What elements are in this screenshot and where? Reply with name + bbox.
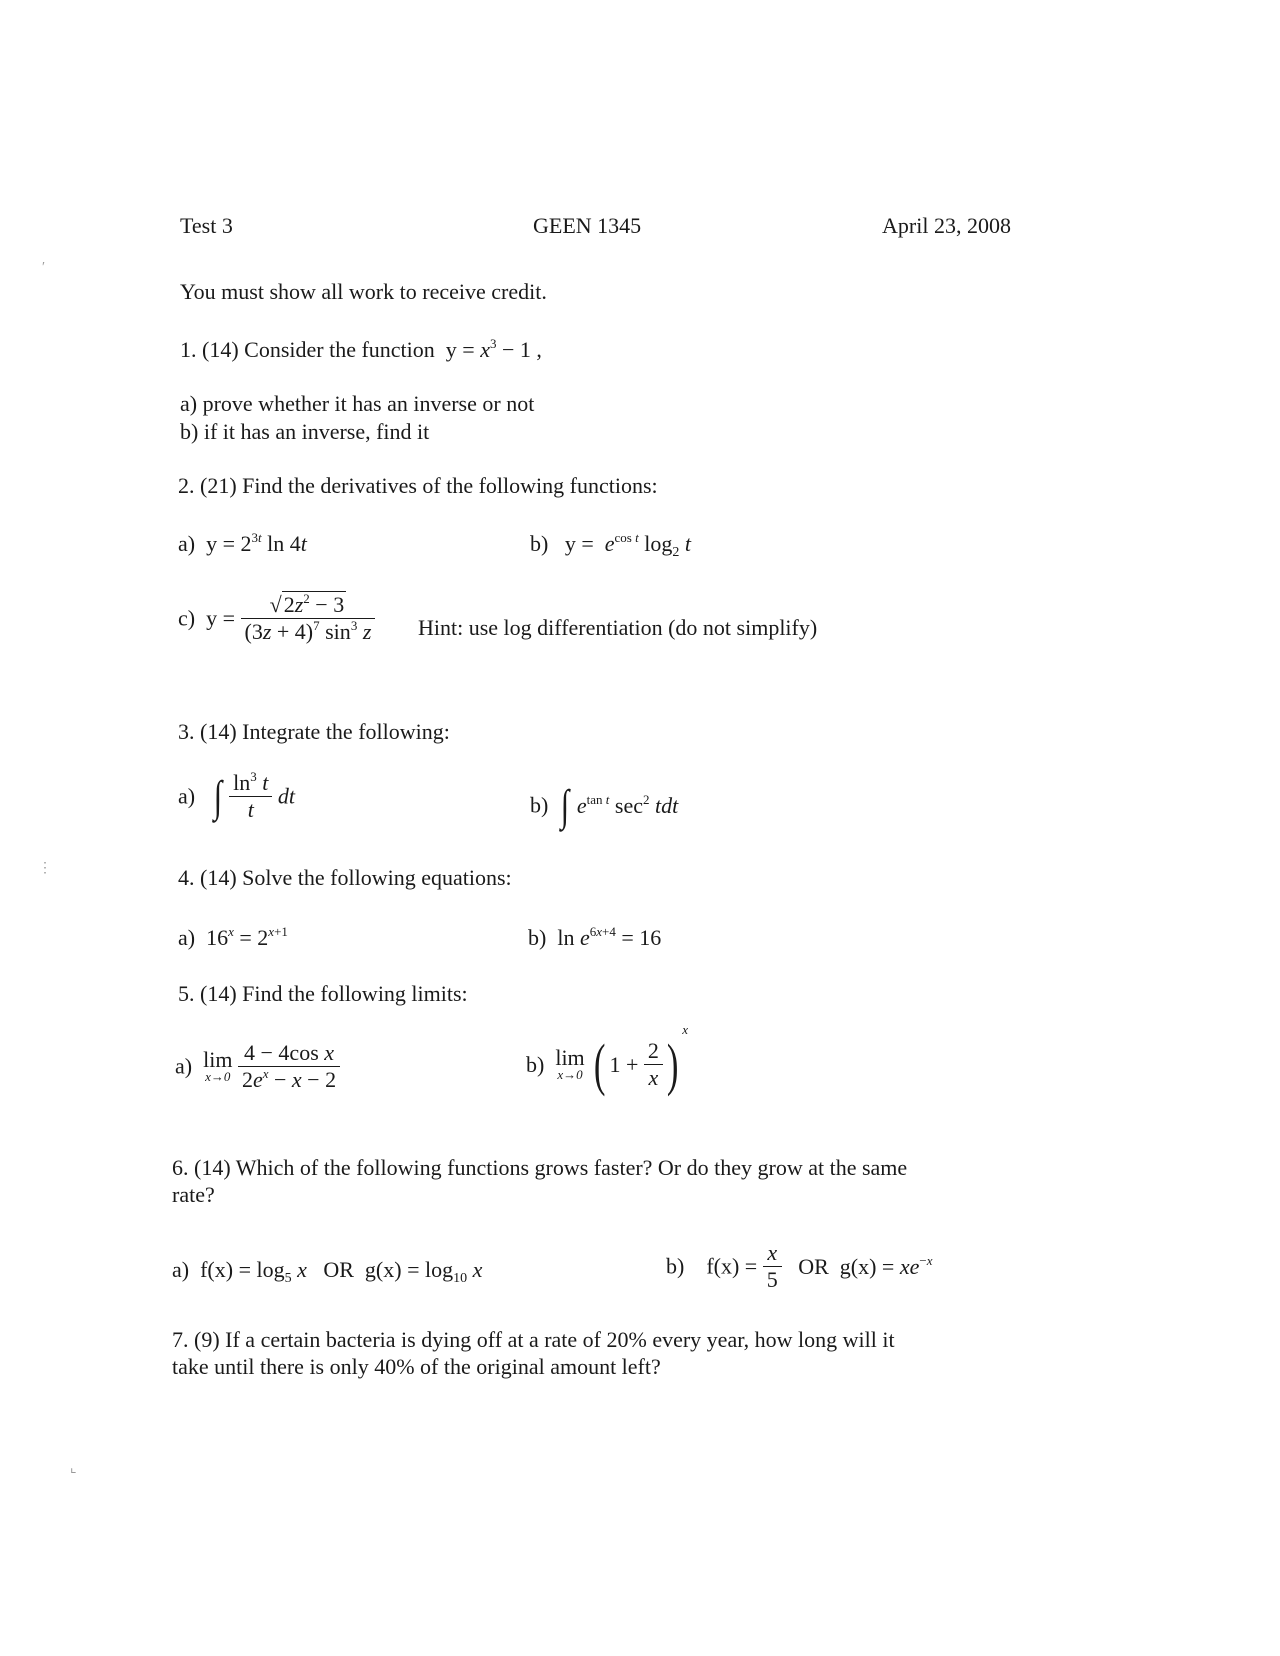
question-2-part-b: b) $y = e^{cos t}$ $\log_2 t$ — [530, 530, 691, 560]
scan-speck: ⌞ — [70, 1461, 77, 1476]
question-4-part-b: b) $\ln e^{6x+4} = 16$ — [528, 924, 662, 950]
question-7-line-1: 7. (9) If a certain bacteria is dying off at a rate of 20% every year, how long will it — [172, 1327, 895, 1352]
instructions: You must show all work to receive credit. — [180, 279, 547, 304]
question-6-part-b: b) f(x) = $\frac{x}{5}$ OR $g(x) = xe^{-x}$ — [666, 1240, 933, 1292]
question-5-part-b: b) lim x→0 ( 1 + $\frac{2}{x}$ )$^x$ — [526, 1022, 689, 1098]
test-number: Test 3 — [180, 213, 233, 238]
exam-date: April 23, 2008 — [882, 213, 1011, 238]
question-2-part-a: a) $y = 2^{3t}$ ln 4t — [178, 530, 307, 556]
question-1-part-b: b) if it has an inverse, find it — [180, 419, 430, 444]
scan-speck: ′ — [42, 260, 46, 275]
question-3-label: 3. (14) Integrate the following: — [178, 719, 450, 744]
question-6-line-2: rate? — [172, 1182, 215, 1207]
question-1-part-a: a) prove whether it has an inverse or not — [180, 391, 535, 416]
integral-symbol: ∫ — [561, 781, 570, 830]
course-code: GEEN 1345 — [533, 213, 642, 238]
integral-symbol: ∫ — [213, 772, 222, 821]
question-6-line-1: 6. (14) Which of the following functions grows faster? Or do they grow at the same — [172, 1155, 908, 1180]
fraction: $\frac{√2z^2 - 3}{(3z + 4)^7 \sin^3 z}$ — [241, 592, 376, 645]
question-4-part-a: a) $16^x = 2^{x+1}$ — [178, 924, 288, 950]
question-4-label: 4. (14) Solve the following equations: — [178, 865, 512, 890]
question-3-part-b: b) ∫ $e^{tan t}$ $\sec^2$ tdt — [530, 781, 679, 830]
question-1-label: 1. (14) Consider the function — [180, 337, 435, 362]
question-5-part-a: a) lim x→0 $\frac{\text{4 − 4cos x}}{2e^x - x - 2}$ — [175, 1040, 340, 1093]
question-5-label: 5. (14) Find the following limits: — [178, 981, 468, 1006]
question-1 — [180, 336, 542, 364]
question-2-label: 2. (21) Find the derivatives of the following functions: — [178, 473, 658, 498]
question-3-part-a: a) ∫ $\frac{\ln^3 t}{t}$ dt — [178, 769, 296, 822]
question-6-part-a: a) $f(x) = \log_5 x$ OR $g(x) = \log_{10} x$ — [172, 1257, 483, 1286]
question-2-part-c: c) y = $\frac{√2z^2 - 3}{(3z + 4)^7 \sin^3 z}$ — [178, 592, 375, 645]
scan-speck: ⋮ — [38, 861, 52, 876]
question-2-hint: Hint: use log differentiation (do not simplify) — [418, 615, 818, 640]
question-1-function: $y = x^3 - 1$ , — [440, 336, 542, 362]
question-7-line-2: take until there is only 40% of the original amount left? — [172, 1354, 661, 1379]
